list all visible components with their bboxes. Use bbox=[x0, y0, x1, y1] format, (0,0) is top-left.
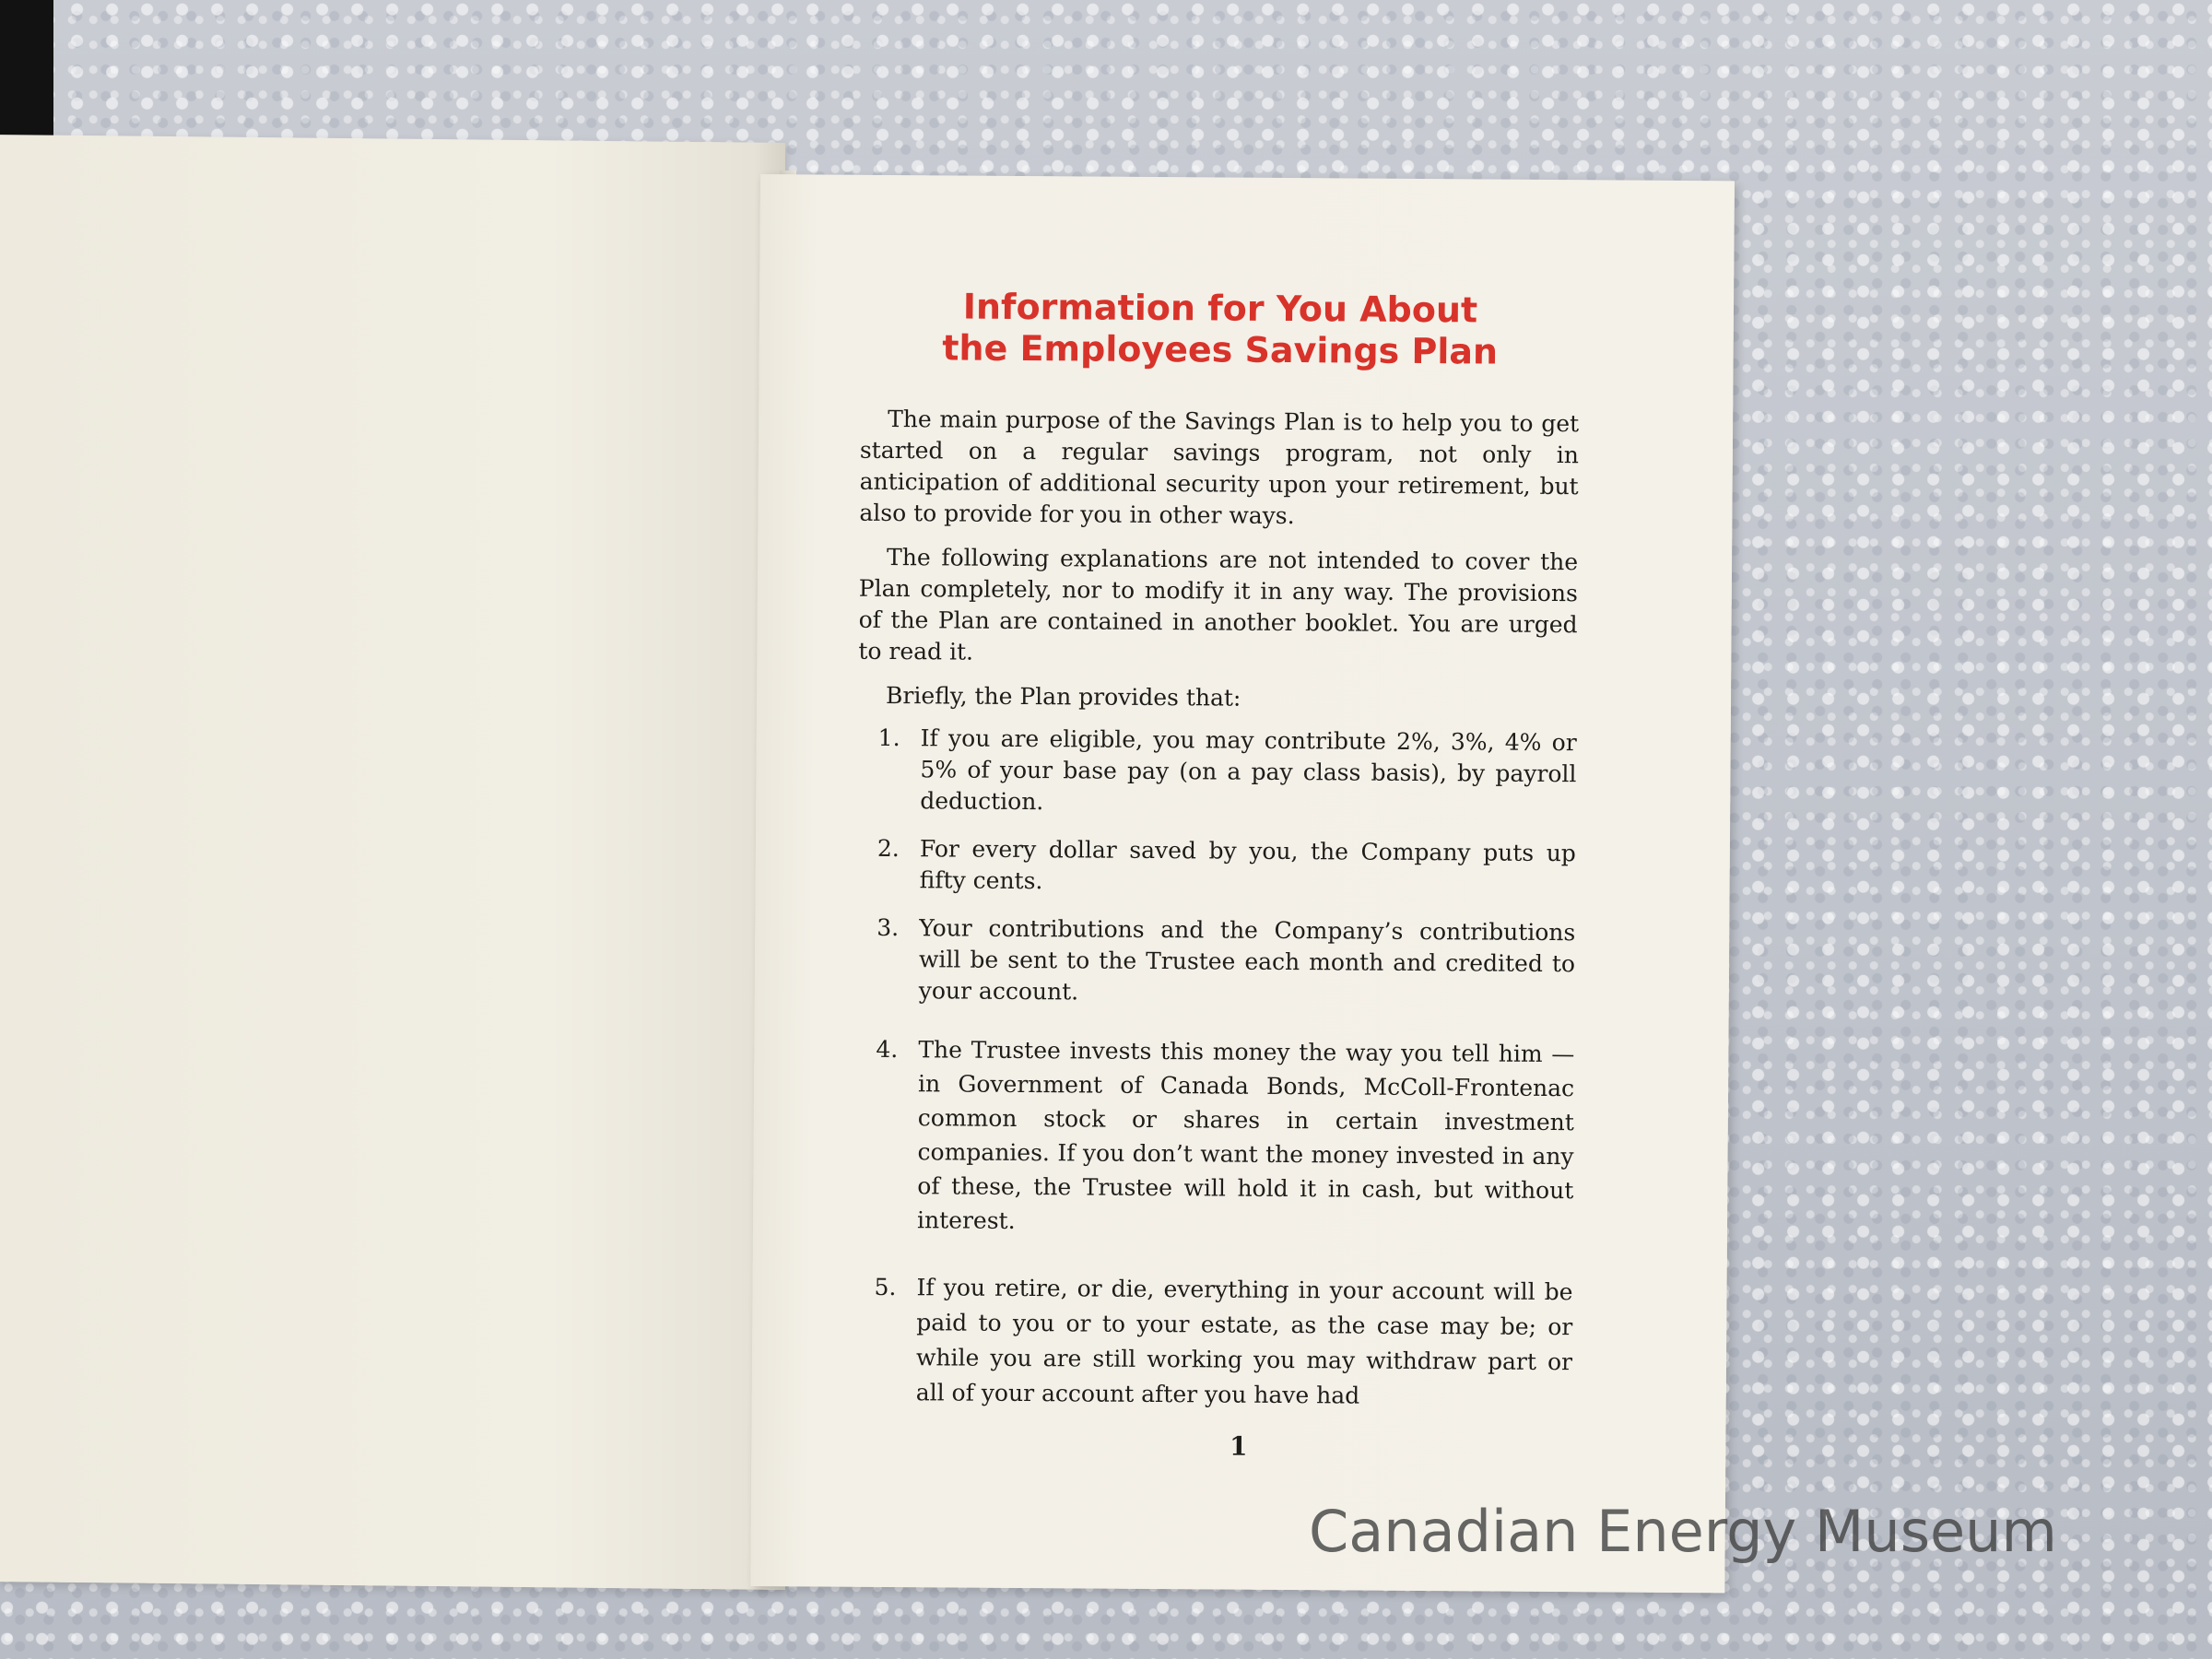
page-title bbox=[861, 286, 1581, 373]
list-intro: Briefly, the Plan provides that: bbox=[885, 681, 1241, 712]
item-text: The Trustee invests this money the way you tell him —in Government of Canada Bonds, McColl-Frontenac common stock or shares in certain investment companies. If you don’t want the money invested in any of these, the Trustee will hold it in cash, but without interest. bbox=[916, 1036, 1575, 1234]
title-line-2: the Employees Savings Plan bbox=[942, 327, 1499, 372]
watermark: Canadian Energy Museum bbox=[1309, 1498, 2057, 1565]
page-content bbox=[853, 286, 1581, 1431]
list-item bbox=[854, 1032, 1575, 1241]
title-line-1: Information for You About bbox=[962, 286, 1478, 331]
open-booklet bbox=[0, 143, 1735, 1590]
list-item bbox=[857, 833, 1576, 900]
item-text: For every dollar saved by you, the Company puts up fifty cents. bbox=[919, 835, 1576, 895]
right-page bbox=[750, 174, 1735, 1593]
paragraph-explanations: The following explanations are not intended to cover the Plan completely, nor to modify it in any way. The provisions of the Plan are contained in another booklet. You are urged to read it. bbox=[858, 543, 1579, 665]
list-item bbox=[853, 1270, 1573, 1415]
dark-corner bbox=[0, 0, 53, 138]
provisions-list bbox=[853, 723, 1577, 1415]
paragraph-purpose: The main purpose of the Savings Plan is to help you to get started on a regular savings program, not only in anticipation of additional security upon your retirement, but also to provide for you in other ways. bbox=[859, 405, 1580, 530]
list-item bbox=[856, 912, 1576, 1011]
list-item bbox=[857, 723, 1577, 821]
page-number: 1 bbox=[1230, 1430, 1248, 1462]
item-number: 4. bbox=[876, 1035, 899, 1064]
item-number: 1. bbox=[877, 724, 900, 752]
item-text: If you are eligible, you may contribute 2%, 3%, 4% or 5% of your base pay (on a pay class basis), by payroll deduction. bbox=[920, 724, 1577, 816]
item-number: 3. bbox=[877, 913, 900, 942]
left-page-blank bbox=[0, 135, 785, 1590]
item-text: If you retire, or die, everything in your account will be paid to you or to your estate, as the case may be; or while you are still working you may withdraw part or all of your account after you have had bbox=[915, 1274, 1573, 1409]
item-number: 5. bbox=[874, 1273, 897, 1301]
item-text: Your contributions and the Company’s contributions will be sent to the Trustee each month and credited to your account. bbox=[918, 914, 1576, 1006]
item-number: 2. bbox=[877, 834, 900, 863]
